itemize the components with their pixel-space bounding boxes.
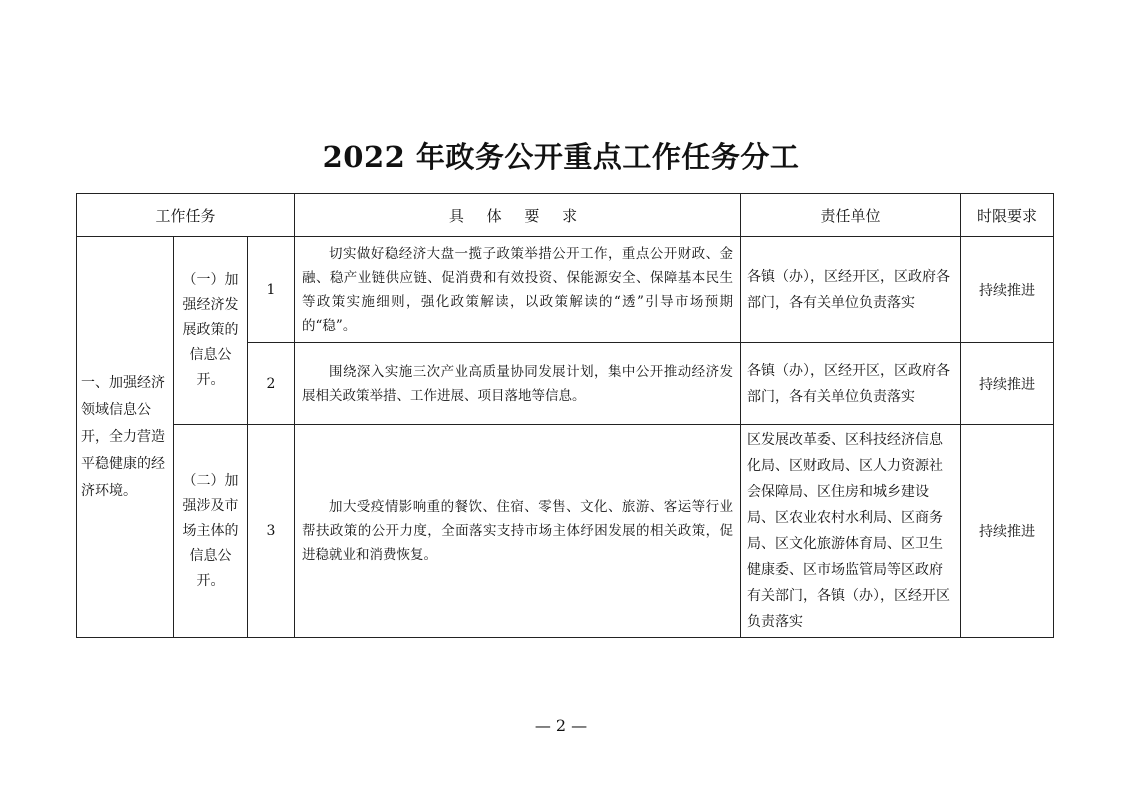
requirement-text: 围绕深入实施三次产业高质量协同发展计划，集中公开推动经济发展相关政策举措、工作进展、项目落地等信息。 — [302, 363, 734, 404]
requirement-cell — [295, 237, 741, 343]
responsible-unit-cell: 各镇（办），区经开区，区政府各部门，各有关单位负责落实 — [741, 237, 961, 343]
requirement-text: 加大受疫情影响重的餐饮、住宿、零售、文化、旅游、客运等行业帮扶政策的公开力度，全面落实支持市场主体纾困发展的相关政策，促进稳就业和消费恢复。 — [302, 499, 734, 563]
main-task-cell: 一、加强经济领域信息公开，全力营造平稳健康的经济环境。 — [77, 237, 174, 638]
time-limit-cell: 持续推进 — [961, 425, 1054, 638]
row-number: 1 — [248, 237, 295, 343]
page-title: 2022 年政务公开重点工作任务分工 — [322, 140, 800, 174]
requirement-text: 切实做好稳经济大盘一揽子政策举措公开工作，重点公开财政、金融、稳产业链供应链、促消费和有效投资、保能源安全、保障基本民生等政策实施细则，强化政策解读，以政策解读的“透”引导市场预期的“稳”。 — [302, 245, 734, 334]
requirement-cell — [295, 425, 741, 638]
page-number: — 2 — — [534, 716, 588, 735]
header-responsible-unit: 责任单位 — [741, 194, 961, 237]
header-time-limit: 时限要求 — [961, 194, 1054, 237]
time-limit-cell: 持续推进 — [961, 237, 1054, 343]
table-row — [77, 425, 1054, 638]
requirement-cell — [295, 343, 741, 425]
time-limit-cell: 持续推进 — [961, 343, 1054, 425]
subtask-cell: （二）加强涉及市场主体的信息公开。 — [174, 425, 248, 638]
row-number: 2 — [248, 343, 295, 425]
task-table — [76, 193, 1054, 638]
table-row — [77, 237, 1054, 343]
header-requirement: 具 体 要 求 — [295, 194, 741, 237]
table-header-row — [77, 194, 1054, 237]
subtask-cell: （一）加强经济发展政策的信息公开。 — [174, 237, 248, 425]
header-task: 工作任务 — [77, 194, 295, 237]
responsible-unit-cell: 各镇（办），区经开区，区政府各部门，各有关单位负责落实 — [741, 343, 961, 425]
responsible-unit-cell: 区发展改革委、区科技经济信息化局、区财政局、区人力资源社会保障局、区住房和城乡建设局、区农业农村水利局、区商务局、区文化旅游体育局、区卫生健康委、区市场监管局等区政府有关部门，各镇（办），区经开区负责落实 — [741, 425, 961, 638]
row-number: 3 — [248, 425, 295, 638]
